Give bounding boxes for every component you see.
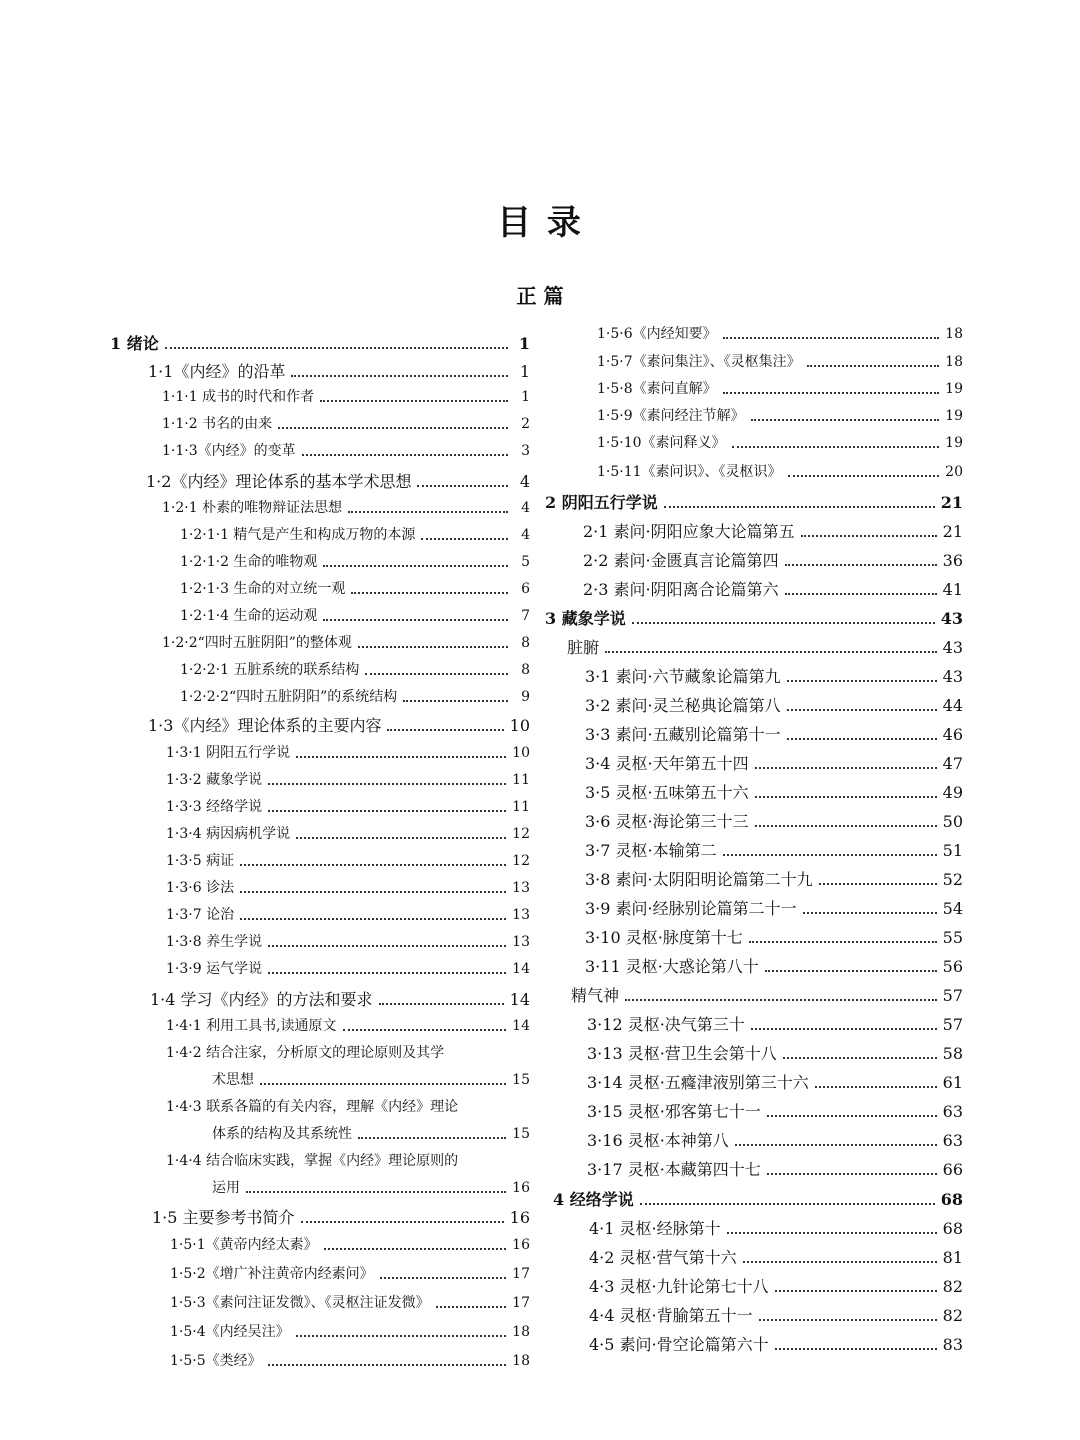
- toc-entry-page: 9: [521, 689, 530, 705]
- toc-entry-title: 1·1·1 成书的时代和作者: [162, 389, 315, 405]
- toc-entry-title: 2 阴阳五行学说: [545, 493, 658, 512]
- toc-entry[interactable]: [166, 1018, 530, 1035]
- toc-entry-title: 1·3·9 运气学说: [166, 961, 263, 977]
- toc-entry-title: 3·16 灵枢·本神第八: [587, 1131, 729, 1150]
- toc-entry[interactable]: [166, 799, 530, 816]
- toc-entry-title: 1·5·4《内经吴注》: [170, 1324, 290, 1340]
- section-title: 正 篇: [516, 284, 564, 308]
- toc-entry-title: 1·2·1 朴素的唯物辩证法思想: [162, 500, 343, 516]
- toc-entry[interactable]: [166, 853, 530, 870]
- toc-entry[interactable]: [212, 1072, 530, 1089]
- toc-entry-line1: 1·4·3 联系各篇的有关内容，理解《内经》理论: [166, 1099, 459, 1115]
- toc-entry-title: 1·3《内经》理论体系的主要内容: [148, 716, 382, 735]
- toc-entry[interactable]: [587, 1160, 963, 1179]
- toc-entry[interactable]: [597, 464, 963, 481]
- toc-entry[interactable]: [180, 527, 530, 544]
- toc-entry-title: 1·4·1 利用工具书,读通原文: [166, 1018, 337, 1034]
- dot-leader: [751, 419, 940, 421]
- dot-leader: [787, 738, 937, 740]
- toc-left-column: [110, 326, 530, 1406]
- dot-leader: [268, 972, 506, 974]
- dot-leader: [775, 1348, 937, 1350]
- dot-leader: [787, 680, 937, 682]
- dot-leader: [240, 864, 506, 866]
- toc-entry[interactable]: [589, 1335, 963, 1354]
- toc-entry[interactable]: [170, 1295, 530, 1312]
- toc-entry-page: 6: [521, 581, 530, 597]
- toc-entry[interactable]: [597, 326, 963, 343]
- dot-leader: [632, 622, 935, 624]
- toc-entry[interactable]: [212, 1126, 530, 1143]
- dot-leader: [664, 506, 935, 508]
- toc-entry-page: 19: [945, 435, 963, 451]
- dot-leader: [807, 365, 940, 367]
- toc-entry-title: 2·2 素问·金匮真言论篇第四: [583, 551, 779, 570]
- toc-entry-page: 52: [942, 870, 963, 889]
- toc-entry-title: 1 绪论: [110, 334, 159, 353]
- toc-entry-title: 1·5·5《类经》: [170, 1353, 262, 1369]
- toc-entry-title: 运用: [212, 1180, 240, 1196]
- dot-leader: [417, 485, 508, 487]
- dot-leader: [723, 854, 937, 856]
- toc-entry-title: 3·8 素问·太阴阳明论篇第二十九: [585, 870, 813, 889]
- toc-entry-line1: 1·4·2 结合注家，分析原文的理论原则及其学: [166, 1045, 445, 1061]
- toc-entry[interactable]: [545, 493, 963, 512]
- toc-entry[interactable]: [585, 899, 963, 918]
- toc-entry-title: 3·15 灵枢·邪客第七十一: [587, 1102, 761, 1121]
- toc-entry-page: 4: [521, 527, 530, 543]
- toc-entry-page: 16: [509, 1208, 530, 1227]
- toc-entry-page: 1: [519, 362, 530, 381]
- toc-entry-page: 63: [942, 1102, 963, 1121]
- toc-entry-page: 11: [512, 772, 530, 788]
- dot-leader: [403, 700, 508, 702]
- toc-entry[interactable]: [553, 1190, 963, 1209]
- toc-entry-title: 1·4 学习《内经》的方法和要求: [150, 990, 373, 1009]
- toc-entry[interactable]: [170, 1266, 530, 1283]
- dot-leader: [387, 729, 503, 731]
- toc-entry-page: 54: [942, 899, 963, 918]
- toc-entry-page: 8: [521, 662, 530, 678]
- toc-entry[interactable]: [583, 580, 963, 599]
- dot-leader: [296, 837, 506, 839]
- toc-entry-title: 1·5 主要参考书简介: [152, 1208, 295, 1227]
- toc-entry-title: 1·1·2 书名的由来: [162, 416, 273, 432]
- dot-leader: [343, 1029, 507, 1031]
- dot-leader: [246, 1191, 506, 1193]
- dot-leader: [320, 400, 508, 402]
- toc-entry-title: 4·4 灵枢·背腧第五十一: [589, 1306, 753, 1325]
- toc-entry-title: 3·12 灵枢·决气第三十: [587, 1015, 745, 1034]
- toc-entry-title: 术思想: [212, 1072, 254, 1088]
- toc-entry[interactable]: [166, 907, 530, 924]
- toc-entry-title: 3·11 灵枢·大惑论第八十: [585, 957, 759, 976]
- toc-entry-title: 1·2·1·3 生命的对立统一观: [180, 581, 346, 597]
- dot-leader: [767, 1115, 937, 1117]
- dot-leader: [323, 619, 508, 621]
- toc-entry-page: 18: [512, 1324, 530, 1340]
- dot-leader: [765, 970, 937, 972]
- dot-leader: [268, 945, 506, 947]
- toc-entry-page: 21: [942, 522, 963, 541]
- dot-leader: [819, 883, 937, 885]
- toc-entry-title: 1·2《内经》理论体系的基本学术思想: [146, 472, 412, 491]
- dot-leader: [436, 1306, 507, 1308]
- dot-leader: [301, 1221, 504, 1223]
- dot-leader: [365, 673, 508, 675]
- dot-leader: [751, 1028, 937, 1030]
- dot-leader: [775, 1290, 937, 1292]
- toc-entry[interactable]: [585, 725, 963, 744]
- dot-leader: [755, 796, 937, 798]
- toc-right-column: [545, 326, 963, 1406]
- toc-entry[interactable]: [166, 826, 530, 843]
- dot-leader: [291, 375, 508, 377]
- toc-entry[interactable]: [571, 986, 963, 1005]
- toc-entry[interactable]: [180, 662, 530, 679]
- toc-entry[interactable]: [148, 716, 530, 735]
- toc-entry[interactable]: [170, 1353, 530, 1370]
- toc-entry-page: 83: [942, 1335, 963, 1354]
- toc-entry-page: 1: [521, 389, 530, 405]
- toc-entry-title: 脏腑: [567, 638, 600, 657]
- toc-entry-page: 18: [945, 354, 963, 370]
- dot-leader: [358, 1137, 506, 1139]
- toc-entry-page: 17: [512, 1295, 530, 1311]
- toc-entry-page: 4: [519, 472, 530, 491]
- toc-entry-title: 3·7 灵枢·本输第二: [585, 841, 717, 860]
- toc-entry[interactable]: [587, 1131, 963, 1150]
- toc-entry-page: 12: [512, 826, 530, 842]
- toc-entry[interactable]: [585, 812, 963, 831]
- toc-entry-title: 4·3 灵枢·九针论第七十八: [589, 1277, 769, 1296]
- toc-entry-page: 13: [512, 880, 530, 896]
- toc-entry[interactable]: [162, 500, 530, 517]
- toc-entry-page: 13: [512, 907, 530, 923]
- toc-entry-page: 41: [942, 580, 963, 599]
- toc-entry-page: 57: [942, 986, 963, 1005]
- toc-entry[interactable]: [166, 745, 530, 762]
- dot-leader: [296, 1335, 507, 1337]
- dot-leader: [788, 475, 940, 477]
- toc-entry-page: 46: [942, 725, 963, 744]
- toc-entry[interactable]: [597, 354, 963, 371]
- toc-entry-title: 2·3 素问·阴阳离合论篇第六: [583, 580, 779, 599]
- toc-entry-line1: 1·4·4 结合临床实践，掌握《内经》理论原则的: [166, 1153, 459, 1169]
- toc-entry-title: 3·5 灵枢·五味第五十六: [585, 783, 749, 802]
- toc-entry-title: 1·2·1·1 精气是产生和构成万物的本源: [180, 527, 416, 543]
- dot-leader: [755, 825, 937, 827]
- toc-entry[interactable]: [587, 1044, 963, 1063]
- toc-entry-page: 7: [521, 608, 530, 624]
- toc-entry-title: 1·2·2·1 五脏系统的联系结构: [180, 662, 360, 678]
- toc-entry-page: 68: [940, 1190, 963, 1209]
- toc-entry-title: 体系的结构及其系统性: [212, 1126, 352, 1142]
- toc-entry-title: 3·13 灵枢·营卫生会第十八: [587, 1044, 777, 1063]
- dot-leader: [240, 918, 506, 920]
- toc-entry[interactable]: [162, 389, 530, 406]
- toc-entry-page: 21: [940, 493, 963, 512]
- toc-entry-page: 18: [512, 1353, 530, 1369]
- toc-entry-title: 1·5·9《素问经注节解》: [597, 408, 745, 424]
- dot-leader: [260, 1083, 506, 1085]
- toc-entry-title: 3·10 灵枢·脉度第十七: [585, 928, 743, 947]
- dot-leader: [815, 1086, 937, 1088]
- toc-entry-page: 51: [942, 841, 963, 860]
- toc-entry[interactable]: [585, 841, 963, 860]
- dot-leader: [723, 337, 940, 339]
- toc-entry[interactable]: [585, 754, 963, 773]
- toc-entry-page: 14: [512, 1018, 530, 1034]
- toc-entry-title: 2·1 素问·阴阳应象大论篇第五: [583, 522, 795, 541]
- toc-entry[interactable]: [166, 934, 530, 951]
- toc-entry-title: 3·3 素问·五藏别论篇第十一: [585, 725, 781, 744]
- toc-entry[interactable]: [180, 581, 530, 598]
- toc-entry[interactable]: [589, 1248, 963, 1267]
- dot-leader: [358, 646, 508, 648]
- toc-entry-title: 1·3·7 论治: [166, 907, 235, 923]
- dot-leader: [783, 1057, 937, 1059]
- toc-entry[interactable]: [545, 609, 963, 628]
- toc-entry-title: 1·3·2 藏象学说: [166, 772, 263, 788]
- dot-leader: [323, 565, 508, 567]
- toc-entry-page: 11: [512, 799, 530, 815]
- toc-entry-title: 1·5·7《素问集注》、《灵枢集注》: [597, 354, 801, 370]
- toc-entry[interactable]: [585, 696, 963, 715]
- toc-entry-page: 58: [942, 1044, 963, 1063]
- toc-entry-page: 36: [942, 551, 963, 570]
- toc-entry[interactable]: [587, 1102, 963, 1121]
- toc-entry[interactable]: [589, 1219, 963, 1238]
- toc-entry-page: 50: [942, 812, 963, 831]
- toc-entry-page: 43: [942, 638, 963, 657]
- toc-entry-title: 1·5·2《增广补注黄帝内经素问》: [170, 1266, 374, 1282]
- toc-entry-page: 17: [512, 1266, 530, 1282]
- toc-entry-title: 1·3·5 病证: [166, 853, 235, 869]
- toc-entry-title: 1·1《内经》的沿革: [148, 362, 286, 381]
- toc-entry[interactable]: [180, 689, 530, 706]
- toc-entry-page: 12: [512, 853, 530, 869]
- toc-entry-page: 82: [942, 1306, 963, 1325]
- toc-entry-title: 1·5·8《素问直解》: [597, 381, 717, 397]
- dot-leader: [268, 1364, 507, 1366]
- toc-entry-page: 63: [942, 1131, 963, 1150]
- toc-entry-page: 10: [509, 716, 530, 735]
- toc-entry[interactable]: [162, 416, 530, 433]
- dot-leader: [723, 392, 940, 394]
- toc-entry-title: 1·2·1·2 生命的唯物观: [180, 554, 318, 570]
- toc-entry-page: 68: [942, 1219, 963, 1238]
- page-title: 目 录: [497, 203, 583, 243]
- toc-entry-title: 1·3·6 诊法: [166, 880, 235, 896]
- dot-leader: [302, 454, 508, 456]
- dot-leader: [759, 1319, 937, 1321]
- toc-entry-title: 3·14 灵枢·五癃津液别第三十六: [587, 1073, 809, 1092]
- toc-entry[interactable]: [110, 334, 530, 353]
- toc-entry-page: 43: [940, 609, 963, 628]
- toc-entry-page: 15: [512, 1072, 530, 1088]
- toc-entry[interactable]: [148, 362, 530, 381]
- toc-entry-page: 61: [942, 1073, 963, 1092]
- toc-entry-title: 精气神: [571, 986, 620, 1005]
- dot-leader: [268, 810, 506, 812]
- toc-entry-page: 1: [518, 334, 530, 353]
- toc-entry[interactable]: [585, 667, 963, 686]
- toc-entry-page: 19: [945, 381, 963, 397]
- toc-entry[interactable]: [146, 472, 530, 491]
- toc-entry[interactable]: [170, 1324, 530, 1341]
- dot-leader: [625, 999, 937, 1001]
- toc-entry-title: 1·5·1《黄帝内经太素》: [170, 1237, 318, 1253]
- dot-leader: [421, 538, 508, 540]
- toc-entry[interactable]: [152, 1208, 530, 1227]
- toc-entry[interactable]: [212, 1180, 530, 1197]
- toc-entry[interactable]: [166, 961, 530, 978]
- toc-entry[interactable]: [587, 1073, 963, 1092]
- toc-entry[interactable]: [162, 443, 530, 460]
- toc-entry-title: 1·3·1 阴阳五行学说: [166, 745, 291, 761]
- toc-entry-title: 3·9 素问·经脉别论篇第二十一: [585, 899, 797, 918]
- toc-entry-title: 4·2 灵枢·营气第十六: [589, 1248, 737, 1267]
- toc-entry-title: 1·1·3《内经》的变革: [162, 443, 296, 459]
- toc-entry-page: 8: [521, 635, 530, 651]
- toc-entry[interactable]: [589, 1277, 963, 1296]
- toc-entry-page: 43: [942, 667, 963, 686]
- dot-leader: [380, 1277, 507, 1279]
- toc-entry-page: 66: [942, 1160, 963, 1179]
- dot-leader: [278, 427, 508, 429]
- toc-entry[interactable]: [180, 554, 530, 571]
- toc-entry[interactable]: [583, 522, 963, 541]
- toc-entry-page: 16: [512, 1237, 530, 1253]
- toc-entry-title: 4·5 素问·骨空论篇第六十: [589, 1335, 769, 1354]
- toc-entry[interactable]: [597, 435, 963, 452]
- toc-entry[interactable]: [166, 880, 530, 897]
- toc-entry-title: 3·17 灵枢·本藏第四十七: [587, 1160, 761, 1179]
- dot-leader: [324, 1248, 507, 1250]
- dot-leader: [165, 347, 508, 349]
- toc-entry-title: 1·5·6《内经知要》: [597, 326, 717, 342]
- toc-entry[interactable]: [585, 783, 963, 802]
- toc-entry-page: 14: [509, 990, 530, 1009]
- dot-leader: [787, 709, 937, 711]
- dot-leader: [240, 891, 506, 893]
- dot-leader: [743, 1261, 937, 1263]
- toc-entry-title: 1·5·10《素问释义》: [597, 435, 726, 451]
- toc-entry[interactable]: [597, 381, 963, 398]
- toc-entry-page: 18: [945, 326, 963, 342]
- dot-leader: [755, 767, 937, 769]
- dot-leader: [803, 912, 937, 914]
- toc-entry-title: 1·5·3《素问注证发微》、《灵枢注证发微》: [170, 1295, 430, 1311]
- dot-leader: [268, 783, 506, 785]
- toc-entry-title: 3·1 素问·六节藏象论篇第九: [585, 667, 781, 686]
- dot-leader: [801, 535, 937, 537]
- dot-leader: [732, 446, 940, 448]
- toc-entry-title: 1·2·2·2“四时五脏阴阳”的系统结构: [180, 689, 398, 705]
- toc-entry[interactable]: [150, 990, 530, 1009]
- toc-entry[interactable]: [166, 772, 530, 789]
- toc-entry[interactable]: [585, 870, 963, 889]
- toc-entry-page: 2: [521, 416, 530, 432]
- toc-entry[interactable]: [180, 608, 530, 625]
- toc-entry-page: 13: [512, 934, 530, 950]
- toc-entry-page: 3: [521, 443, 530, 459]
- toc-entry-title: 1·2·1·4 生命的运动观: [180, 608, 318, 624]
- toc-entry-title: 1·2·2“四时五脏阴阳”的整体观: [162, 635, 352, 651]
- toc-entry-page: 82: [942, 1277, 963, 1296]
- dot-leader: [605, 651, 937, 653]
- toc-entry[interactable]: [585, 957, 963, 976]
- toc-entry-title: 3·6 灵枢·海论第三十三: [585, 812, 749, 831]
- toc-entry-page: 44: [942, 696, 963, 715]
- toc-entry-title: 1·3·8 养生学说: [166, 934, 263, 950]
- toc-entry-title: 3·4 灵枢·天年第五十四: [585, 754, 749, 773]
- toc-entry-title: 1·5·11《素问识》、《灵枢识》: [597, 464, 782, 480]
- toc-entry-page: 14: [512, 961, 530, 977]
- dot-leader: [640, 1203, 935, 1205]
- dot-leader: [785, 564, 937, 566]
- toc-entry-page: 4: [521, 500, 530, 516]
- toc-entry-title: 1·3·3 经络学说: [166, 799, 263, 815]
- toc-entry-page: 10: [512, 745, 530, 761]
- toc-entry-page: 57: [942, 1015, 963, 1034]
- dot-leader: [727, 1232, 937, 1234]
- dot-leader: [296, 756, 506, 758]
- toc-entry-page: 49: [942, 783, 963, 802]
- dot-leader: [735, 1144, 937, 1146]
- toc-entry-title: 3·2 素问·灵兰秘典论篇第八: [585, 696, 781, 715]
- dot-leader: [348, 511, 508, 513]
- toc-entry-page: 81: [942, 1248, 963, 1267]
- toc-entry-title: 4 经络学说: [553, 1190, 634, 1209]
- toc-entry-title: 4·1 灵枢·经脉第十: [589, 1219, 721, 1238]
- toc-entry-page: 15: [512, 1126, 530, 1142]
- toc-entry[interactable]: [589, 1306, 963, 1325]
- dot-leader: [351, 592, 508, 594]
- toc-entry[interactable]: [567, 638, 963, 657]
- dot-leader: [785, 593, 937, 595]
- dot-leader: [749, 941, 937, 943]
- dot-leader: [379, 1003, 504, 1005]
- toc-entry-page: 19: [945, 408, 963, 424]
- toc-entry[interactable]: [597, 408, 963, 425]
- toc-entry[interactable]: [587, 1015, 963, 1034]
- toc-entry[interactable]: [583, 551, 963, 570]
- toc-entry-page: 5: [521, 554, 530, 570]
- toc-entry-title: 3 藏象学说: [545, 609, 626, 628]
- toc-entry-title: 1·3·4 病因病机学说: [166, 826, 291, 842]
- dot-leader: [767, 1173, 937, 1175]
- toc-entry-page: 56: [942, 957, 963, 976]
- toc-entry-page: 20: [945, 464, 963, 480]
- toc-entry[interactable]: [162, 635, 530, 652]
- toc-entry-page: 55: [942, 928, 963, 947]
- toc-entry[interactable]: [170, 1237, 530, 1254]
- toc-entry-page: 16: [512, 1180, 530, 1196]
- toc-entry-page: 47: [942, 754, 963, 773]
- toc-entry[interactable]: [585, 928, 963, 947]
